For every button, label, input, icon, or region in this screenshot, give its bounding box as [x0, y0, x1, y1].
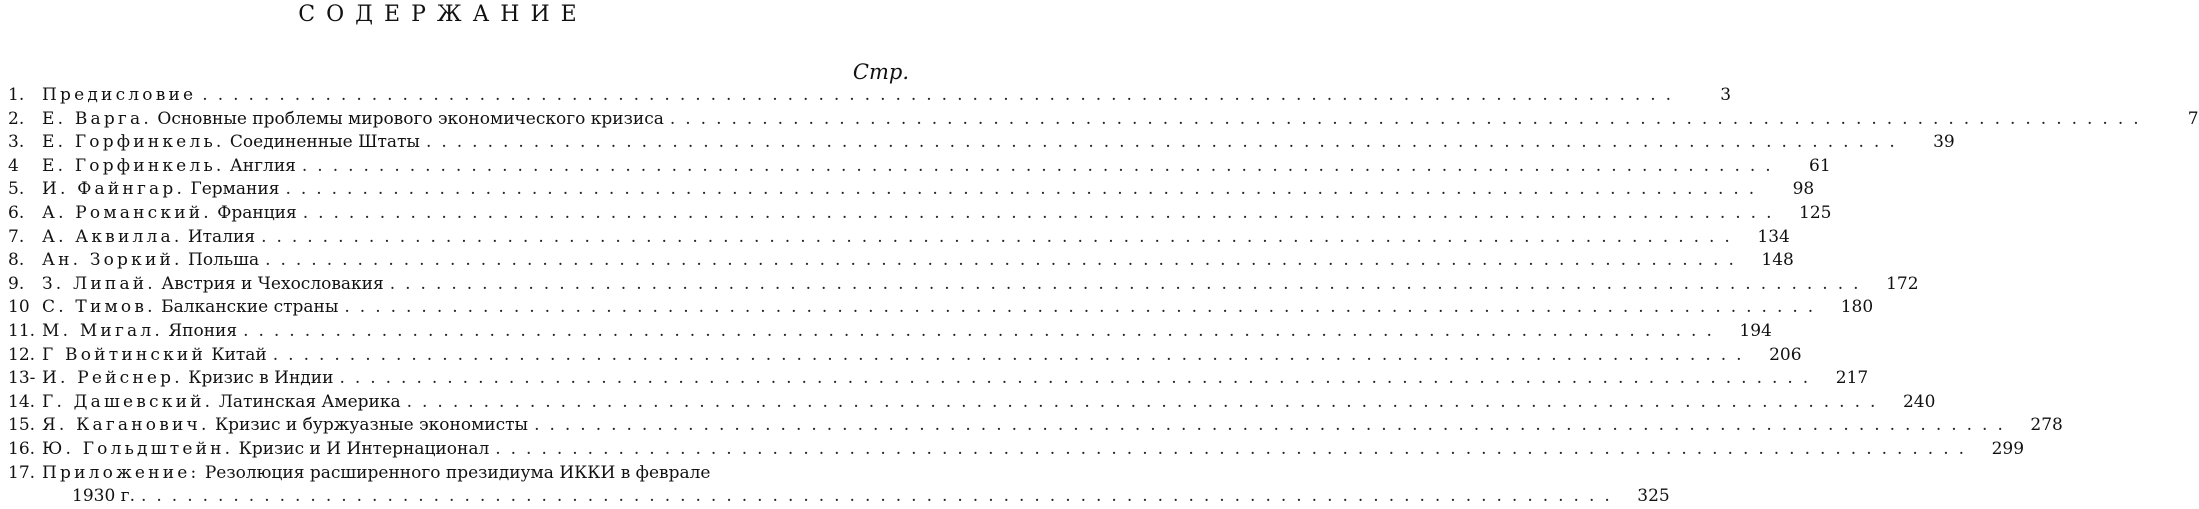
- toc-entry-author: Предисловие: [42, 85, 197, 105]
- toc-entry-title: Германия: [190, 179, 280, 200]
- toc-entry-title: Китай: [211, 344, 267, 365]
- dot-leader: ................................................................................................: [344, 297, 1824, 318]
- toc-entry-page: 325: [1637, 486, 1670, 507]
- toc-entry-number: 6.: [8, 202, 25, 223]
- toc-entry-author: Е. Варга.: [42, 108, 152, 129]
- toc-entry-author: Г Войтинский: [42, 344, 206, 365]
- toc-entry-author: Ю. Гольдштейн.: [42, 438, 234, 459]
- toc-entry-text: [42, 414, 528, 438]
- toc-entry: [8, 296, 1874, 320]
- toc-entry: [8, 273, 1919, 297]
- dot-leader: ................................................................................................: [495, 438, 1975, 459]
- toc-entry-author: З. Липай.: [42, 273, 156, 294]
- dot-leader: ................................................................................................: [301, 155, 1781, 176]
- toc-entry: [8, 178, 1815, 202]
- toc-entry-title: Основные проблемы мирового экономического кризиса: [157, 108, 664, 129]
- toc-entry-number: 12.: [8, 344, 36, 365]
- toc-entry-number: 4: [8, 155, 19, 176]
- toc-entry-title: Балканские страны: [161, 297, 339, 318]
- page-title: СОДЕРЖАНИЕ: [298, 2, 588, 27]
- toc-entry: [8, 84, 1732, 108]
- toc-entry-text: [42, 438, 489, 462]
- dot-leader: ................................................................................................: [425, 132, 1905, 153]
- toc-entry-title: Польша: [188, 250, 260, 271]
- toc-entry-title: Латинская Америка: [218, 391, 401, 412]
- toc-entry-page: 125: [1799, 202, 1832, 223]
- toc-entry: [8, 155, 1831, 179]
- toc-entry-page: 180: [1840, 297, 1874, 318]
- toc-entry: [8, 438, 2025, 462]
- toc-entry-text: [42, 462, 710, 486]
- toc-entry-author: С. Тимов.: [42, 297, 156, 318]
- dot-leader: ................................................................................................: [669, 108, 2149, 129]
- toc-entry-page: 148: [1761, 250, 1794, 271]
- toc-entry-author: Я. Каганович.: [42, 415, 210, 436]
- dot-leader: ................................................................................................: [265, 250, 1744, 271]
- toc-entry-page: 7: [2187, 108, 2199, 129]
- dot-leader: ................................................................................................: [140, 486, 1620, 507]
- toc-entry-title: Англия: [229, 155, 296, 176]
- toc-entry-title: Соединенные Штаты: [229, 132, 420, 153]
- toc-entry-number: 14.: [8, 391, 36, 412]
- toc-entry-page: 206: [1769, 344, 1802, 365]
- toc-entry-text: [42, 391, 401, 415]
- toc-entry-number: 16.: [8, 438, 36, 459]
- toc-entry-author: И. Файнгар.: [42, 179, 186, 200]
- toc-entry: [8, 202, 1832, 226]
- toc-entry-text: [42, 202, 297, 226]
- toc-entry-page: 194: [1739, 320, 1772, 341]
- toc-entry-number: 10: [8, 297, 30, 318]
- toc-entry-title: Кризис и буржуазные экономисты: [215, 415, 529, 436]
- toc-entry-page: 217: [1835, 368, 1869, 389]
- toc-entry-title: Кризис и И Интернационал: [238, 438, 490, 459]
- toc-entry-page: 3: [1720, 85, 1732, 105]
- toc-entry-title: Кризис в Индии: [188, 368, 334, 389]
- toc-entry-author: И. Рейснер.: [42, 368, 183, 389]
- toc-entry-text: [42, 320, 237, 344]
- toc-entry-number: 5.: [8, 179, 25, 200]
- dot-leader: ................................................................................................: [202, 85, 1682, 105]
- toc-entry-text: [42, 131, 420, 155]
- toc-entry-text: [42, 226, 255, 250]
- toc-entry-number: 9.: [8, 273, 25, 294]
- toc-entry-title-continued: 1930 г.: [72, 486, 135, 507]
- toc-entry-title: Франция: [217, 202, 297, 223]
- dot-leader: ................................................................................................: [389, 273, 1869, 294]
- dot-leader: ................................................................................................: [534, 415, 2013, 436]
- dot-leader: ................................................................................................: [339, 368, 1819, 389]
- toc-entry-number: 11.: [8, 320, 36, 341]
- toc-entry-text: [42, 108, 664, 132]
- toc-entry-page: 278: [2030, 415, 2063, 436]
- toc-entry-text: [42, 296, 338, 320]
- toc-entry-text: [42, 84, 196, 108]
- toc-entry-author: Приложение:: [42, 462, 200, 483]
- toc-entry-page: 240: [1902, 391, 1936, 412]
- toc-entry: [8, 108, 2199, 132]
- toc-entry-author: Е. Горфинкель.: [42, 155, 225, 176]
- toc-entry-title: Япония: [168, 320, 238, 341]
- toc-entry-title: Резолюция расширенного президиума ИККИ в феврале: [204, 462, 711, 483]
- toc-entry: [8, 462, 910, 486]
- toc-entry-author: А. Аквилла.: [42, 226, 183, 247]
- toc-entry-page: 134: [1757, 226, 1790, 247]
- toc-entry-number: 3.: [8, 132, 25, 153]
- dot-leader: ................................................................................................: [243, 320, 1722, 341]
- toc-entry-title: Австрия и Чехословакия: [161, 273, 384, 294]
- toc-entry: [8, 367, 1869, 391]
- toc-entry: [8, 414, 2063, 438]
- toc-entry-page: 98: [1792, 179, 1815, 200]
- toc-entry: [8, 391, 1936, 415]
- toc-entry-number: 15.: [8, 415, 36, 436]
- dot-leader: ................................................................................................: [406, 391, 1886, 412]
- toc-entry-text: [42, 344, 267, 368]
- toc-entry-number: 2.: [8, 108, 25, 129]
- toc-entry-author: Г. Дашевский.: [42, 391, 214, 412]
- toc-entry-continuation: [8, 485, 1670, 509]
- toc-entry-text: [42, 155, 296, 179]
- toc-entry-author: Ан. Зоркий.: [42, 250, 183, 271]
- toc-entry-page: 61: [1809, 155, 1831, 176]
- table-of-contents: [8, 84, 2199, 509]
- toc-entry-text: [42, 273, 384, 297]
- toc-entry-number: 7.: [8, 226, 25, 247]
- toc-entry: [8, 226, 1790, 250]
- toc-entry: [8, 344, 1802, 368]
- toc-entry-page: 39: [1933, 132, 1955, 153]
- toc-entry: [8, 249, 1794, 273]
- dot-leader: ................................................................................................: [272, 344, 1752, 365]
- dot-leader: ................................................................................................: [302, 202, 1782, 223]
- toc-entry-author: М. Мигал.: [42, 320, 163, 341]
- toc-entry-page: 172: [1886, 273, 1919, 294]
- dot-leader: ................................................................................................: [261, 226, 1740, 247]
- toc-entry-text: [42, 249, 259, 273]
- toc-entry-title: Италия: [187, 226, 256, 247]
- toc-entry-text: [42, 178, 279, 202]
- dot-leader: ................................................................................................: [285, 179, 1765, 200]
- page-column-header: Стр.: [852, 60, 909, 84]
- toc-entry-author: А. Романский.: [42, 202, 212, 223]
- toc-entry-number: 17.: [8, 462, 36, 483]
- toc-entry: [8, 131, 1955, 155]
- toc-entry-number: 1.: [8, 85, 25, 105]
- toc-entry-text: [42, 367, 333, 391]
- toc-entry-author: Е. Горфинкель.: [42, 132, 225, 153]
- toc-entry-number: 13-: [8, 368, 36, 389]
- toc-entry-page: 299: [1991, 438, 2025, 459]
- toc-entry: [8, 320, 1772, 344]
- toc-entry-number: 8.: [8, 250, 25, 271]
